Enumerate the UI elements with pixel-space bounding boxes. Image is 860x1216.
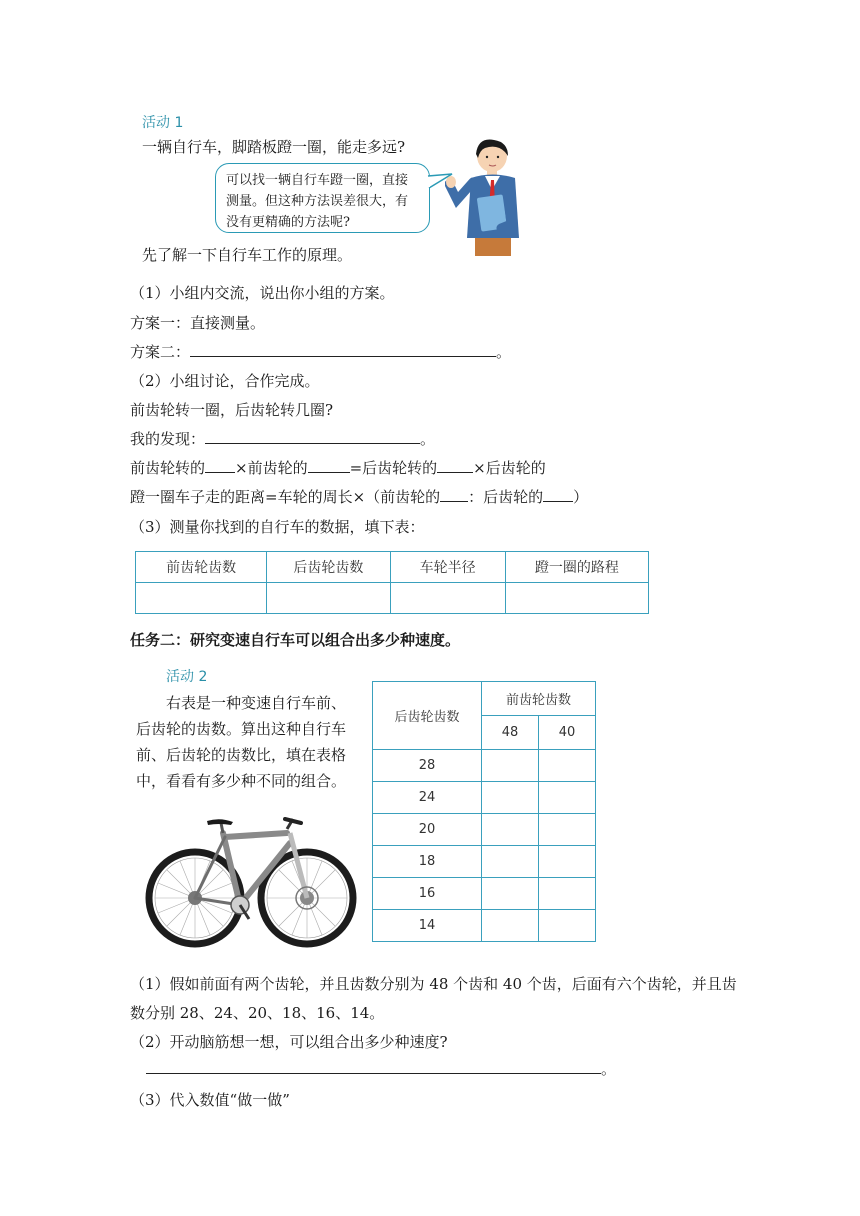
- front-gear-header: 前齿轮齿数: [482, 682, 596, 716]
- finding-blank[interactable]: [205, 429, 420, 444]
- formula1-part: 前齿轮转的: [130, 459, 206, 477]
- formula1-blank[interactable]: [308, 458, 350, 473]
- q1-line2: 数分别 28、24、20、18、16、14。: [130, 1004, 385, 1022]
- table-row: [373, 878, 596, 910]
- table-cell[interactable]: [136, 583, 267, 614]
- measurement-table: [135, 551, 649, 614]
- table-cell[interactable]: [539, 750, 596, 782]
- rear-gear-value: 28: [373, 750, 482, 782]
- formula1-row: [130, 457, 546, 478]
- table-header: 蹬一圈的路程: [505, 552, 648, 583]
- table-cell[interactable]: [505, 583, 648, 614]
- gear-question: 前齿轮转一圈，后齿轮转几圈?: [130, 401, 334, 419]
- formula2-part: 蹬一圈车子走的距离=车轮的周长×（前齿轮的: [130, 488, 441, 506]
- plan2-blank[interactable]: [190, 342, 496, 357]
- formula2-row: [130, 486, 588, 507]
- q2-answer-row: [146, 1058, 616, 1079]
- table-row: [136, 583, 649, 614]
- task2-title: 任务二：研究变速自行车可以组合出多少种速度。: [130, 631, 461, 649]
- table-row: [373, 782, 596, 814]
- q2-blank[interactable]: [146, 1059, 601, 1074]
- speech-bubble-line: 测量。但这种方法误差很大，有: [226, 194, 409, 209]
- table-cell[interactable]: [539, 910, 596, 942]
- activity2-label: 活动 2: [166, 669, 208, 685]
- formula1-part: ×前齿轮的: [235, 459, 308, 477]
- activity1-label: 活动 1: [142, 115, 184, 131]
- intro-text: 先了解一下自行车工作的原理。: [142, 246, 353, 264]
- plan2-label: 方案二：: [130, 343, 191, 361]
- rear-gear-value: 20: [373, 814, 482, 846]
- rear-gear-value: 18: [373, 846, 482, 878]
- speech-bubble: [215, 163, 430, 233]
- table-row: [373, 814, 596, 846]
- formula2-blank[interactable]: [440, 487, 468, 502]
- table-row: [373, 846, 596, 878]
- table-header: 后齿轮齿数: [267, 552, 390, 583]
- description-line: 右表是一种变速自行车前、: [166, 694, 347, 712]
- table-cell[interactable]: [267, 583, 390, 614]
- plan2-row: [130, 341, 511, 362]
- table-cell[interactable]: [482, 846, 539, 878]
- table-header: 车轮半径: [390, 552, 505, 583]
- speech-bubble-line: 可以找一辆自行车蹬一圈，直接: [226, 173, 409, 188]
- q1-line1: （1）假如前面有两个齿轮，并且齿数分别为 48 个齿和 40 个齿，后面有六个齿轮，并且齿: [130, 975, 737, 993]
- rear-gear-value: 24: [373, 782, 482, 814]
- rear-gear-value: 16: [373, 878, 482, 910]
- q2-text: （2）开动脑筋想一想，可以组合出多少种速度?: [130, 1033, 448, 1051]
- table-cell[interactable]: [539, 814, 596, 846]
- table-cell[interactable]: [482, 750, 539, 782]
- formula1-part: ×后齿轮的: [473, 459, 546, 477]
- step1-text: （1）小组内交流，说出你小组的方案。: [130, 284, 395, 302]
- description-line: 后齿轮的齿数。算出这种自行车: [136, 720, 347, 738]
- gear-table-header-row: [373, 682, 596, 716]
- plan1-text: 方案一：直接测量。: [130, 314, 266, 332]
- q3-text: （3）代入数值“做一做”: [130, 1091, 290, 1109]
- activity2-description: [136, 690, 368, 794]
- table-cell[interactable]: [482, 878, 539, 910]
- table-cell[interactable]: [539, 878, 596, 910]
- formula2-part: ：后齿轮的: [468, 488, 544, 506]
- front-gear-value: 48: [482, 716, 539, 750]
- rear-gear-header: 后齿轮齿数: [373, 682, 482, 750]
- table-cell[interactable]: [482, 782, 539, 814]
- description-line: 前、后齿轮的齿数比，填在表格: [136, 746, 347, 764]
- table-row: [373, 910, 596, 942]
- table-cell[interactable]: [539, 846, 596, 878]
- table-cell[interactable]: [482, 814, 539, 846]
- table-header: 前齿轮齿数: [136, 552, 267, 583]
- q2-end: 。: [601, 1060, 617, 1078]
- step3-text: （3）测量你找到的自行车的数据，填下表：: [130, 518, 425, 536]
- table-row: [373, 750, 596, 782]
- rear-gear-value: 14: [373, 910, 482, 942]
- gear-table: [372, 681, 596, 942]
- table-cell[interactable]: [539, 782, 596, 814]
- formula1-part: =后齿轮转的: [349, 459, 438, 477]
- table-cell[interactable]: [482, 910, 539, 942]
- formula1-blank[interactable]: [205, 458, 235, 473]
- formula2-blank[interactable]: [543, 487, 573, 502]
- table-header-row: [136, 552, 649, 583]
- description-line: 中，看看有多少种不同的组合。: [136, 772, 347, 790]
- finding-end: 。: [420, 430, 436, 448]
- plan2-end: 。: [496, 343, 512, 361]
- table-cell[interactable]: [390, 583, 505, 614]
- step2-text: （2）小组讨论，合作完成。: [130, 372, 320, 390]
- speech-bubble-line: 没有更精确的方法呢?: [226, 215, 350, 230]
- finding-row: [130, 428, 435, 449]
- activity1-question: 一辆自行车，脚踏板蹬一圈，能走多远?: [142, 138, 406, 156]
- bicycle-illustration-icon: [145, 815, 357, 950]
- front-gear-value: 40: [539, 716, 596, 750]
- teacher-illustration-icon: [445, 138, 525, 258]
- finding-label: 我的发现：: [130, 430, 206, 448]
- formula1-blank[interactable]: [437, 458, 473, 473]
- formula2-part: ）: [573, 488, 589, 506]
